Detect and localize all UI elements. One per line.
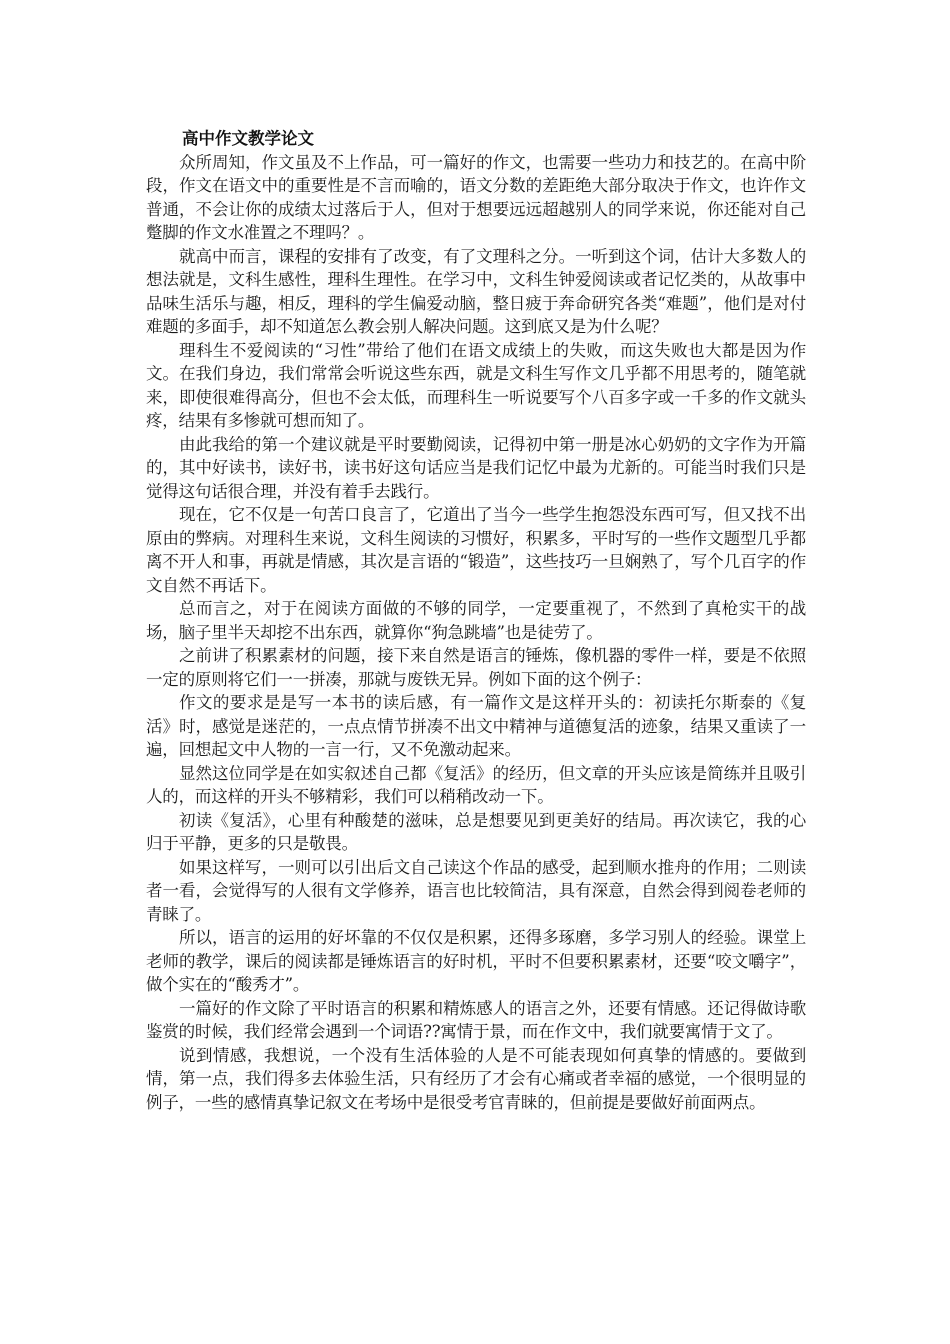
paragraph: 就高中而言，课程的安排有了改变，有了文理科之分。一听到这个词，估计大多数人的想法就是，文科生感性，理科生理性。在学习中，文科生钟爱阅读或者记忆类的，从故事中品味生活乐与趣，相反，理科的学生偏爱动脑，整日疲于奔命研究各类“难题”，他们是对付难题的多面手，却不知道怎么教会别人解决问题。这到底又是为什么呢？	[146, 246, 806, 336]
document-title: 高中作文教学论文	[182, 129, 314, 148]
paragraph: 由此我给的第一个建议就是平时要勤阅读，记得初中第一册是冰心奶奶的文字作为开篇的，其中好读书，读好书，读书好这句话应当是我们记忆中最为尤新的。可能当时我们只是觉得这句话很合理，并没有着手去践行。	[146, 434, 806, 501]
paragraph: 初读《复活》，心里有种酸楚的滋味，总是想要见到更美好的结局。再次读它，我的心归于平静，更多的只是敬畏。	[146, 810, 806, 853]
paragraph: 一篇好的作文除了平时语言的积累和精炼感人的语言之外，还要有情感。还记得做诗歌鉴赏的时候，我们经常会遇到一个词语??寓情于景，而在作文中，我们就要寓情于文了。	[146, 998, 806, 1041]
paragraph: 现在，它不仅是一句苦口良言了，它道出了当今一些学生抱怨没东西可写，但又找不出原由的弊病。对理科生来说，文科生阅读的习惯好，积累多，平时写的一些作文题型几乎都离不开人和事，再就是情感，其次是言语的“锻造”，这些技巧一旦娴熟了，写个几百字的作文自然不再话下。	[146, 505, 806, 595]
document-body	[146, 127, 806, 1114]
paragraph: 作文的要求是是写一本书的读后感，有一篇作文是这样开头的：初读托尔斯泰的《复活》时，感觉是迷茫的，一点点情节拼凑不出文中精神与道德复活的迹象，结果又重读了一遍，回想起文中人物的一言一行，又不免激动起来。	[146, 693, 806, 759]
paragraph: 所以，语言的运用的好坏靠的不仅仅是积累，还得多琢磨，多学习别人的经验。课堂上老师的教学，课后的阅读都是锤炼语言的好时机，平时不但要积累素材，还要“咬文嚼字”，做个实在的“酸秀才”。	[146, 928, 806, 994]
paragraph: 理科生不爱阅读的“习性”带给了他们在语文成绩上的失败，而这失败也大都是因为作文。在我们身边，我们常常会听说这些东西，就是文科生写作文几乎都不用思考的，随笔就来，即使很难得高分，但也不会太低，而理科生一听说要写个八百多字或一千多的作文就头疼，结果有多惨就可想而知了。	[146, 340, 806, 430]
paragraph: 之前讲了积累素材的问题，接下来自然是语言的锤炼，像机器的零件一样，要是不依照一定的原则将它们一一拼凑，那就与废铁无异。例如下面的这个例子：	[146, 646, 806, 689]
paragraph: 总而言之，对于在阅读方面做的不够的同学，一定要重视了，不然到了真枪实干的战场，脑子里半天却挖不出东西，就算你“狗急跳墙”也是徒劳了。	[146, 599, 806, 642]
paragraph: 众所周知，作文虽及不上作品，可一篇好的作文，也需要一些功力和技艺的。在高中阶段，作文在语文中的重要性是不言而喻的，语文分数的差距绝大部分取决于作文，也许作文普通，不会让你的成绩太过落后于人，但对于想要远远超越别人的同学来说，你还能对自己蹩脚的作文水准置之不理吗？。	[146, 152, 806, 242]
paragraph: 显然这位同学是在如实叙述自己都《复活》的经历，但文章的开头应该是简练并且吸引人的，而这样的开头不够精彩，我们可以稍稍改动一下。	[146, 763, 806, 806]
paragraph: 如果这样写，一则可以引出后文自己读这个作品的感受，起到顺水推舟的作用；二则读者一看，会觉得写的人很有文学修养，语言也比较简洁，具有深意，自然会得到阅卷老师的青睐了。	[146, 857, 806, 924]
paragraph: 说到情感，我想说，一个没有生活体验的人是不可能表现如何真挚的情感的。要做到情，第一点，我们得多去体验生活，只有经历了才会有心痛或者幸福的感觉，一个很明显的例子，一些的感情真挚记叙文在考场中是很受考官青睐的，但前提是要做好前面两点。	[146, 1045, 806, 1112]
